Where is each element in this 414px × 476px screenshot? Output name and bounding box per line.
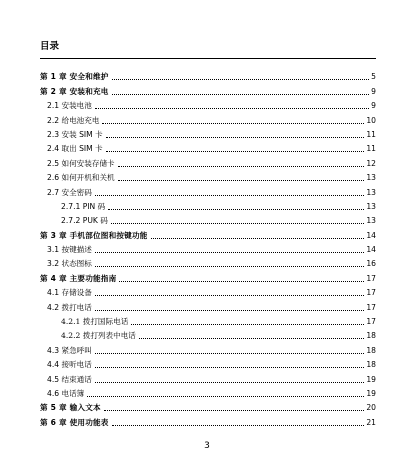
toc-entry-chapter-3[interactable]: 第 3 章 手机部位图和按键功能 14 <box>40 230 376 240</box>
toc-page-number: 9 <box>371 86 376 96</box>
dot-leader <box>106 151 365 152</box>
toc-page-number: 17 <box>366 302 376 312</box>
dot-leader <box>118 166 365 167</box>
toc-page-number: 19 <box>366 388 376 398</box>
toc-page-number: 13 <box>366 187 376 197</box>
dot-leader <box>95 108 369 109</box>
toc-entry-4-2[interactable]: 4.2 拨打电话 17 <box>47 302 376 312</box>
table-of-contents <box>40 68 376 428</box>
dot-leader <box>151 238 365 239</box>
toc-entry-2-2[interactable]: 2.2 给电池充电 10 <box>47 115 376 125</box>
toc-page-number: 18 <box>366 345 376 355</box>
dot-leader <box>102 123 364 124</box>
toc-page-number: 17 <box>366 288 376 298</box>
toc-entry-chapter-4[interactable]: 第 4 章 主要功能指南 17 <box>40 273 376 283</box>
toc-heading: 目录 <box>40 41 60 52</box>
toc-entry-4-2-2[interactable]: 4.2.2 拨打列表中电话 18 <box>61 331 376 341</box>
toc-page-number: 11 <box>366 129 376 139</box>
toc-page-number: 21 <box>366 417 376 427</box>
toc-entry-2-7[interactable]: 2.7 安全密码 13 <box>47 187 376 197</box>
dot-leader <box>95 195 364 196</box>
toc-page-number: 9 <box>371 101 376 111</box>
toc-entry-3-1[interactable]: 3.1 按键描述 14 <box>47 245 376 255</box>
toc-page-number: 18 <box>366 331 376 341</box>
toc-entry-3-2[interactable]: 3.2 状态图标 16 <box>47 259 376 269</box>
toc-entry-4-3[interactable]: 4.3 紧急呼叫 18 <box>47 345 376 355</box>
toc-page-number: 13 <box>366 173 376 183</box>
toc-entry-4-1[interactable]: 4.1 存储设备 17 <box>47 288 376 298</box>
dot-leader <box>95 367 364 368</box>
toc-page-number: 12 <box>366 158 376 168</box>
dot-leader <box>95 382 364 383</box>
dot-leader <box>104 410 365 411</box>
toc-entry-2-4[interactable]: 2.4 取出 SIM 卡 11 <box>47 144 376 154</box>
dot-leader <box>95 266 364 267</box>
dot-leader <box>139 338 364 339</box>
toc-page-number: 13 <box>366 201 376 211</box>
toc-page-number: 5 <box>371 72 376 82</box>
dot-leader <box>106 137 365 138</box>
toc-entry-2-5[interactable]: 2.5 如何安装存储卡 12 <box>47 158 376 168</box>
dot-leader <box>95 310 364 311</box>
dot-leader <box>95 252 364 253</box>
page-number: 3 <box>204 441 210 451</box>
toc-entry-chapter-1[interactable]: 第 1 章 安全和维护 5 <box>40 72 376 82</box>
dot-leader <box>111 223 364 224</box>
toc-entry-chapter-2[interactable]: 第 2 章 安装和充电 9 <box>40 86 376 96</box>
dot-leader <box>108 209 364 210</box>
toc-page-number: 17 <box>366 273 376 283</box>
toc-entry-4-4[interactable]: 4.4 接听电话 18 <box>47 360 376 370</box>
toc-page-number: 14 <box>366 245 376 255</box>
dot-leader <box>95 353 364 354</box>
toc-page-number: 19 <box>366 374 376 384</box>
toc-entry-2-6[interactable]: 2.6 如何开机和关机 13 <box>47 173 376 183</box>
heading-divider <box>40 58 376 59</box>
dot-leader <box>87 396 364 397</box>
toc-page-number: 18 <box>366 360 376 370</box>
toc-entry-2-7-2[interactable]: 2.7.2 PUK 码 13 <box>61 216 376 226</box>
dot-leader <box>112 425 365 426</box>
dot-leader <box>112 94 370 95</box>
dot-leader <box>119 281 364 282</box>
toc-page-number: 11 <box>366 144 376 154</box>
toc-page-number: 20 <box>366 403 376 413</box>
toc-entry-4-6[interactable]: 4.6 电话簿 19 <box>47 388 376 398</box>
toc-page-number: 16 <box>366 259 376 269</box>
dot-leader <box>112 79 370 80</box>
toc-entry-2-1[interactable]: 2.1 安装电池 9 <box>47 101 376 111</box>
toc-entry-chapter-5[interactable]: 第 5 章 输入文本 20 <box>40 403 376 413</box>
toc-page-number: 14 <box>366 230 376 240</box>
toc-page-number: 10 <box>366 115 376 125</box>
toc-entry-2-7-1[interactable]: 2.7.1 PIN 码 13 <box>61 201 376 211</box>
dot-leader <box>131 324 364 325</box>
toc-entry-4-5[interactable]: 4.5 结束通话 19 <box>47 374 376 384</box>
toc-entry-2-3[interactable]: 2.3 安装 SIM 卡 11 <box>47 129 376 139</box>
toc-page-number: 13 <box>366 216 376 226</box>
dot-leader <box>118 180 365 181</box>
dot-leader <box>95 295 364 296</box>
toc-entry-4-2-1[interactable]: 4.2.1 拨打国际电话 17 <box>61 317 376 327</box>
toc-page-number: 17 <box>366 317 376 327</box>
toc-entry-chapter-6[interactable]: 第 6 章 使用功能表 21 <box>40 417 376 427</box>
